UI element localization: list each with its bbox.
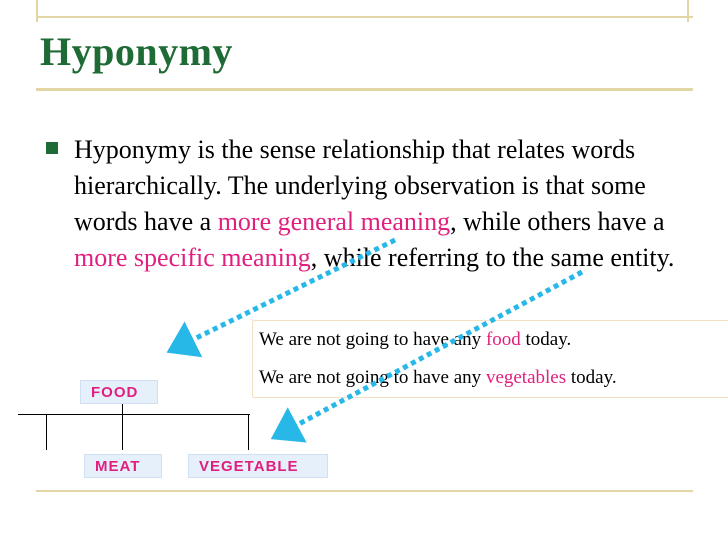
bullet-text-part2: , while others have a (450, 207, 665, 236)
bullet-text-part1: Hyponymy is the sense relationship that relates words hierarchically. The underlying observation is that some words have a (74, 135, 646, 236)
arrow-general-to-food (180, 240, 395, 346)
tree-node-vegetable: VEGETABLE (188, 454, 328, 478)
highlight-general: more general meaning (217, 207, 451, 236)
example-2-after: today. (566, 367, 617, 388)
tree-node-meat: MEAT (84, 454, 162, 478)
example-1-before: We are not going to have any (259, 329, 486, 350)
example-2-word: vegetables (485, 367, 567, 388)
example-1-after: today. (520, 329, 572, 350)
example-1-word: food (485, 329, 521, 350)
example-2-before: We are not going to have any (259, 367, 486, 388)
highlight-specific: more specific meaning (74, 243, 311, 272)
tree-node-food: FOOD (80, 380, 158, 404)
bullet-text-part3: , while referring to the same entity. (310, 243, 675, 272)
arrow-specific-to-vegetable (284, 272, 582, 432)
slide-title: Hyponymy (40, 29, 233, 74)
